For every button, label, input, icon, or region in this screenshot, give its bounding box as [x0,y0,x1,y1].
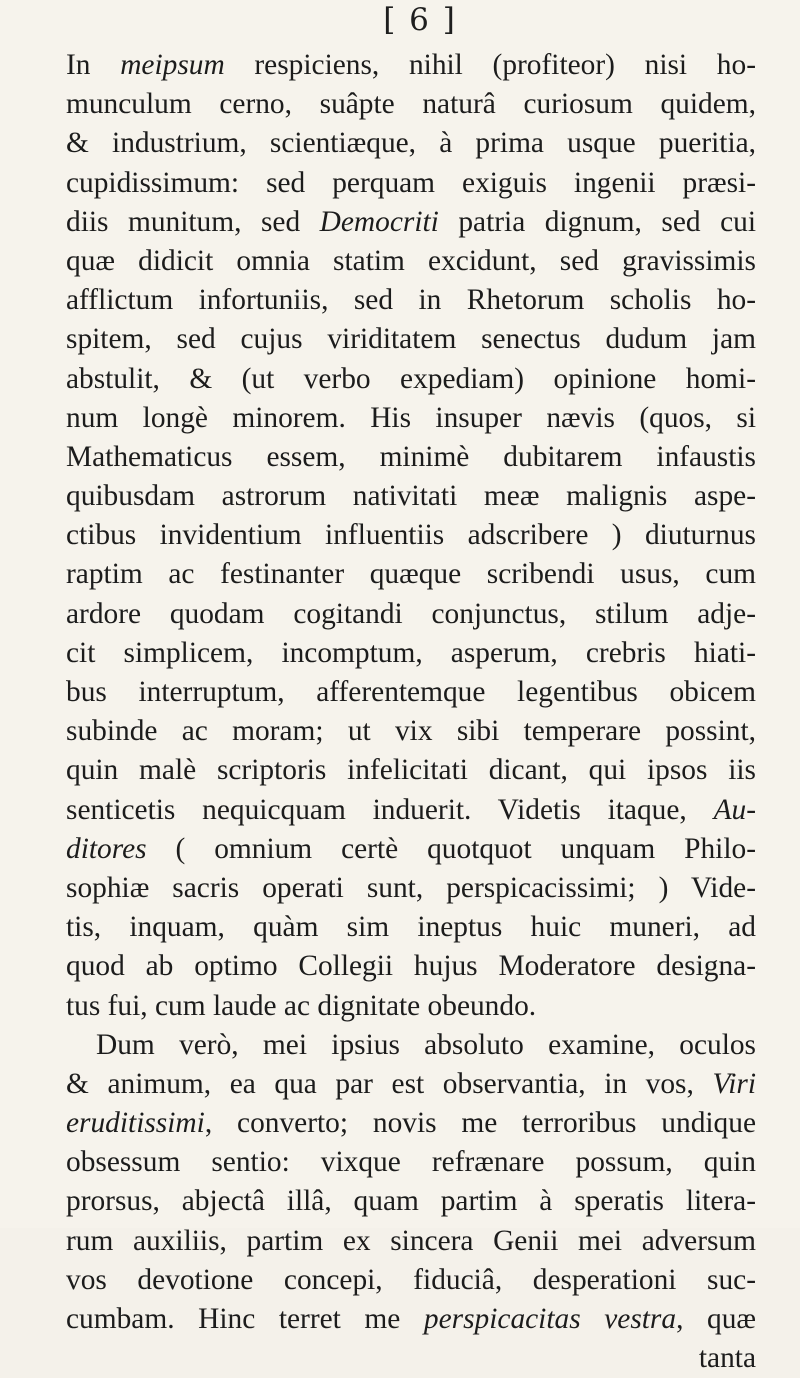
text-line [66,203,756,242]
text-line [66,399,756,438]
text-segment: quod ab optimo Collegii hujus Moderatore designa- [66,950,756,983]
text-line [66,751,756,790]
italic-segment: eruditissimi [66,1107,205,1140]
text-segment: quæ didicit omnia statim excidunt, sed gravissimis [66,244,756,277]
text-line [66,164,756,203]
text-line [66,320,756,359]
body-text [66,46,756,1378]
text-segment: In [66,49,121,81]
text-line [66,124,756,163]
text-line [66,1300,756,1339]
text-segment: & animum, ea qua par est observantia, in vos, [66,1067,713,1100]
text-segment: Mathematicus essem, minimè dubitarem infaustis [66,440,756,473]
text-segment: raptim ac festinanter quæque scribendi usus, cum [66,558,756,591]
text-line [66,634,756,673]
text-line [66,242,756,281]
text-segment: quibusdam astrorum nativitati meæ malignis aspe- [66,480,756,513]
text-segment: , converto; novis me terroribus undique [204,1107,756,1140]
text-line [66,869,756,908]
text-line [66,1339,756,1378]
page-number: [ 6 ] [383,2,457,38]
text-line [66,1143,756,1182]
text-line [66,360,756,399]
text-line [66,516,756,555]
text-line [66,477,756,516]
text-line [66,791,756,830]
italic-segment: perspicacitas vestra [423,1303,677,1335]
text-line [66,1065,756,1104]
text-segment: Dum verò, mei ipsius absoluto examine, oculos [96,1028,756,1061]
text-segment: num longè minorem. His insuper nævis (quos, si [66,401,756,434]
text-segment: senticetis nequicquam induerit. Videtis itaque, [66,793,714,826]
text-segment: prorsus, abjectâ illâ, quam partim à speratis litera- [66,1185,756,1218]
text-segment: & industrium, scientiæque, à prima usque pueritia, [66,127,756,160]
text-segment: diis munitum, sed [66,205,320,238]
text-line [66,438,756,477]
text-line [66,987,756,1026]
text-segment: bus interruptum, afferentemque legentibus obicem [66,676,756,708]
text-line [66,1182,756,1221]
italic-segment: ditores [66,832,147,865]
italic-segment: meipsum [120,49,225,81]
text-line [66,1261,756,1300]
text-segment: , quæ [676,1303,756,1335]
text-segment: cit simplicem, incomptum, asperum, crebris hiati- [66,636,756,669]
text-segment: vos devotione concepi, fiduciâ, desperationi suc- [66,1263,756,1296]
italic-segment: Democriti [319,205,439,238]
text-line [66,85,756,124]
text-segment: respiciens, nihil (profiteor) nisi ho- [224,49,756,81]
text-segment: abstulit, & (ut verbo expediam) opinione homi- [66,362,756,395]
text-segment: quin malè scriptoris infelicitati dicant, qui ipsos iis [66,754,756,787]
text-segment: sophiæ sacris operati sunt, perspicacissimi; ) Vide- [66,871,756,904]
text-segment: tanta [698,1342,756,1375]
text-segment: cupidissimum: sed perquam exiguis ingenii præsi- [66,166,756,199]
text-segment: munculum cerno, suâpte naturâ curiosum quidem, [66,88,756,121]
text-segment: rum auxiliis, partim ex sincera Genii mei adversum [66,1224,756,1257]
text-line [66,830,756,869]
text-line [66,1104,756,1143]
text-segment: ctibus invidentium influentiis adscribere ) diuturnus [66,519,756,552]
text-line [66,947,756,986]
text-segment: tus fui, cum laude ac dignitate obeundo. [66,989,537,1022]
text-line [66,908,756,947]
text-segment: ardore quodam cogitandi conjunctus, stilum adje- [66,597,756,630]
text-line [66,281,756,320]
text-segment: subinde ac moram; ut vix sibi temperare possint, [66,715,756,748]
text-segment: ( omnium certè quotquot unquam Philo- [146,832,756,865]
italic-segment: Viri [712,1067,756,1100]
text-line [66,555,756,594]
text-line [66,46,756,85]
text-segment: obsessum sentio: vixque refrænare possum, quin [66,1146,756,1179]
text-line [66,1026,756,1065]
text-segment: tis, inquam, quàm sim ineptus huic muneri, ad [66,911,756,944]
text-line [66,712,756,751]
text-line [66,673,756,712]
text-segment: spitem, sed cujus viriditatem senectus dudum jam [66,323,756,356]
text-segment: patria dignum, sed cui [438,205,756,238]
text-line [66,595,756,634]
text-segment: cumbam. Hinc terret me [66,1303,424,1335]
text-segment: afflictum infortuniis, sed in Rhetorum scholis ho- [66,284,756,317]
italic-segment: Au- [713,793,756,826]
